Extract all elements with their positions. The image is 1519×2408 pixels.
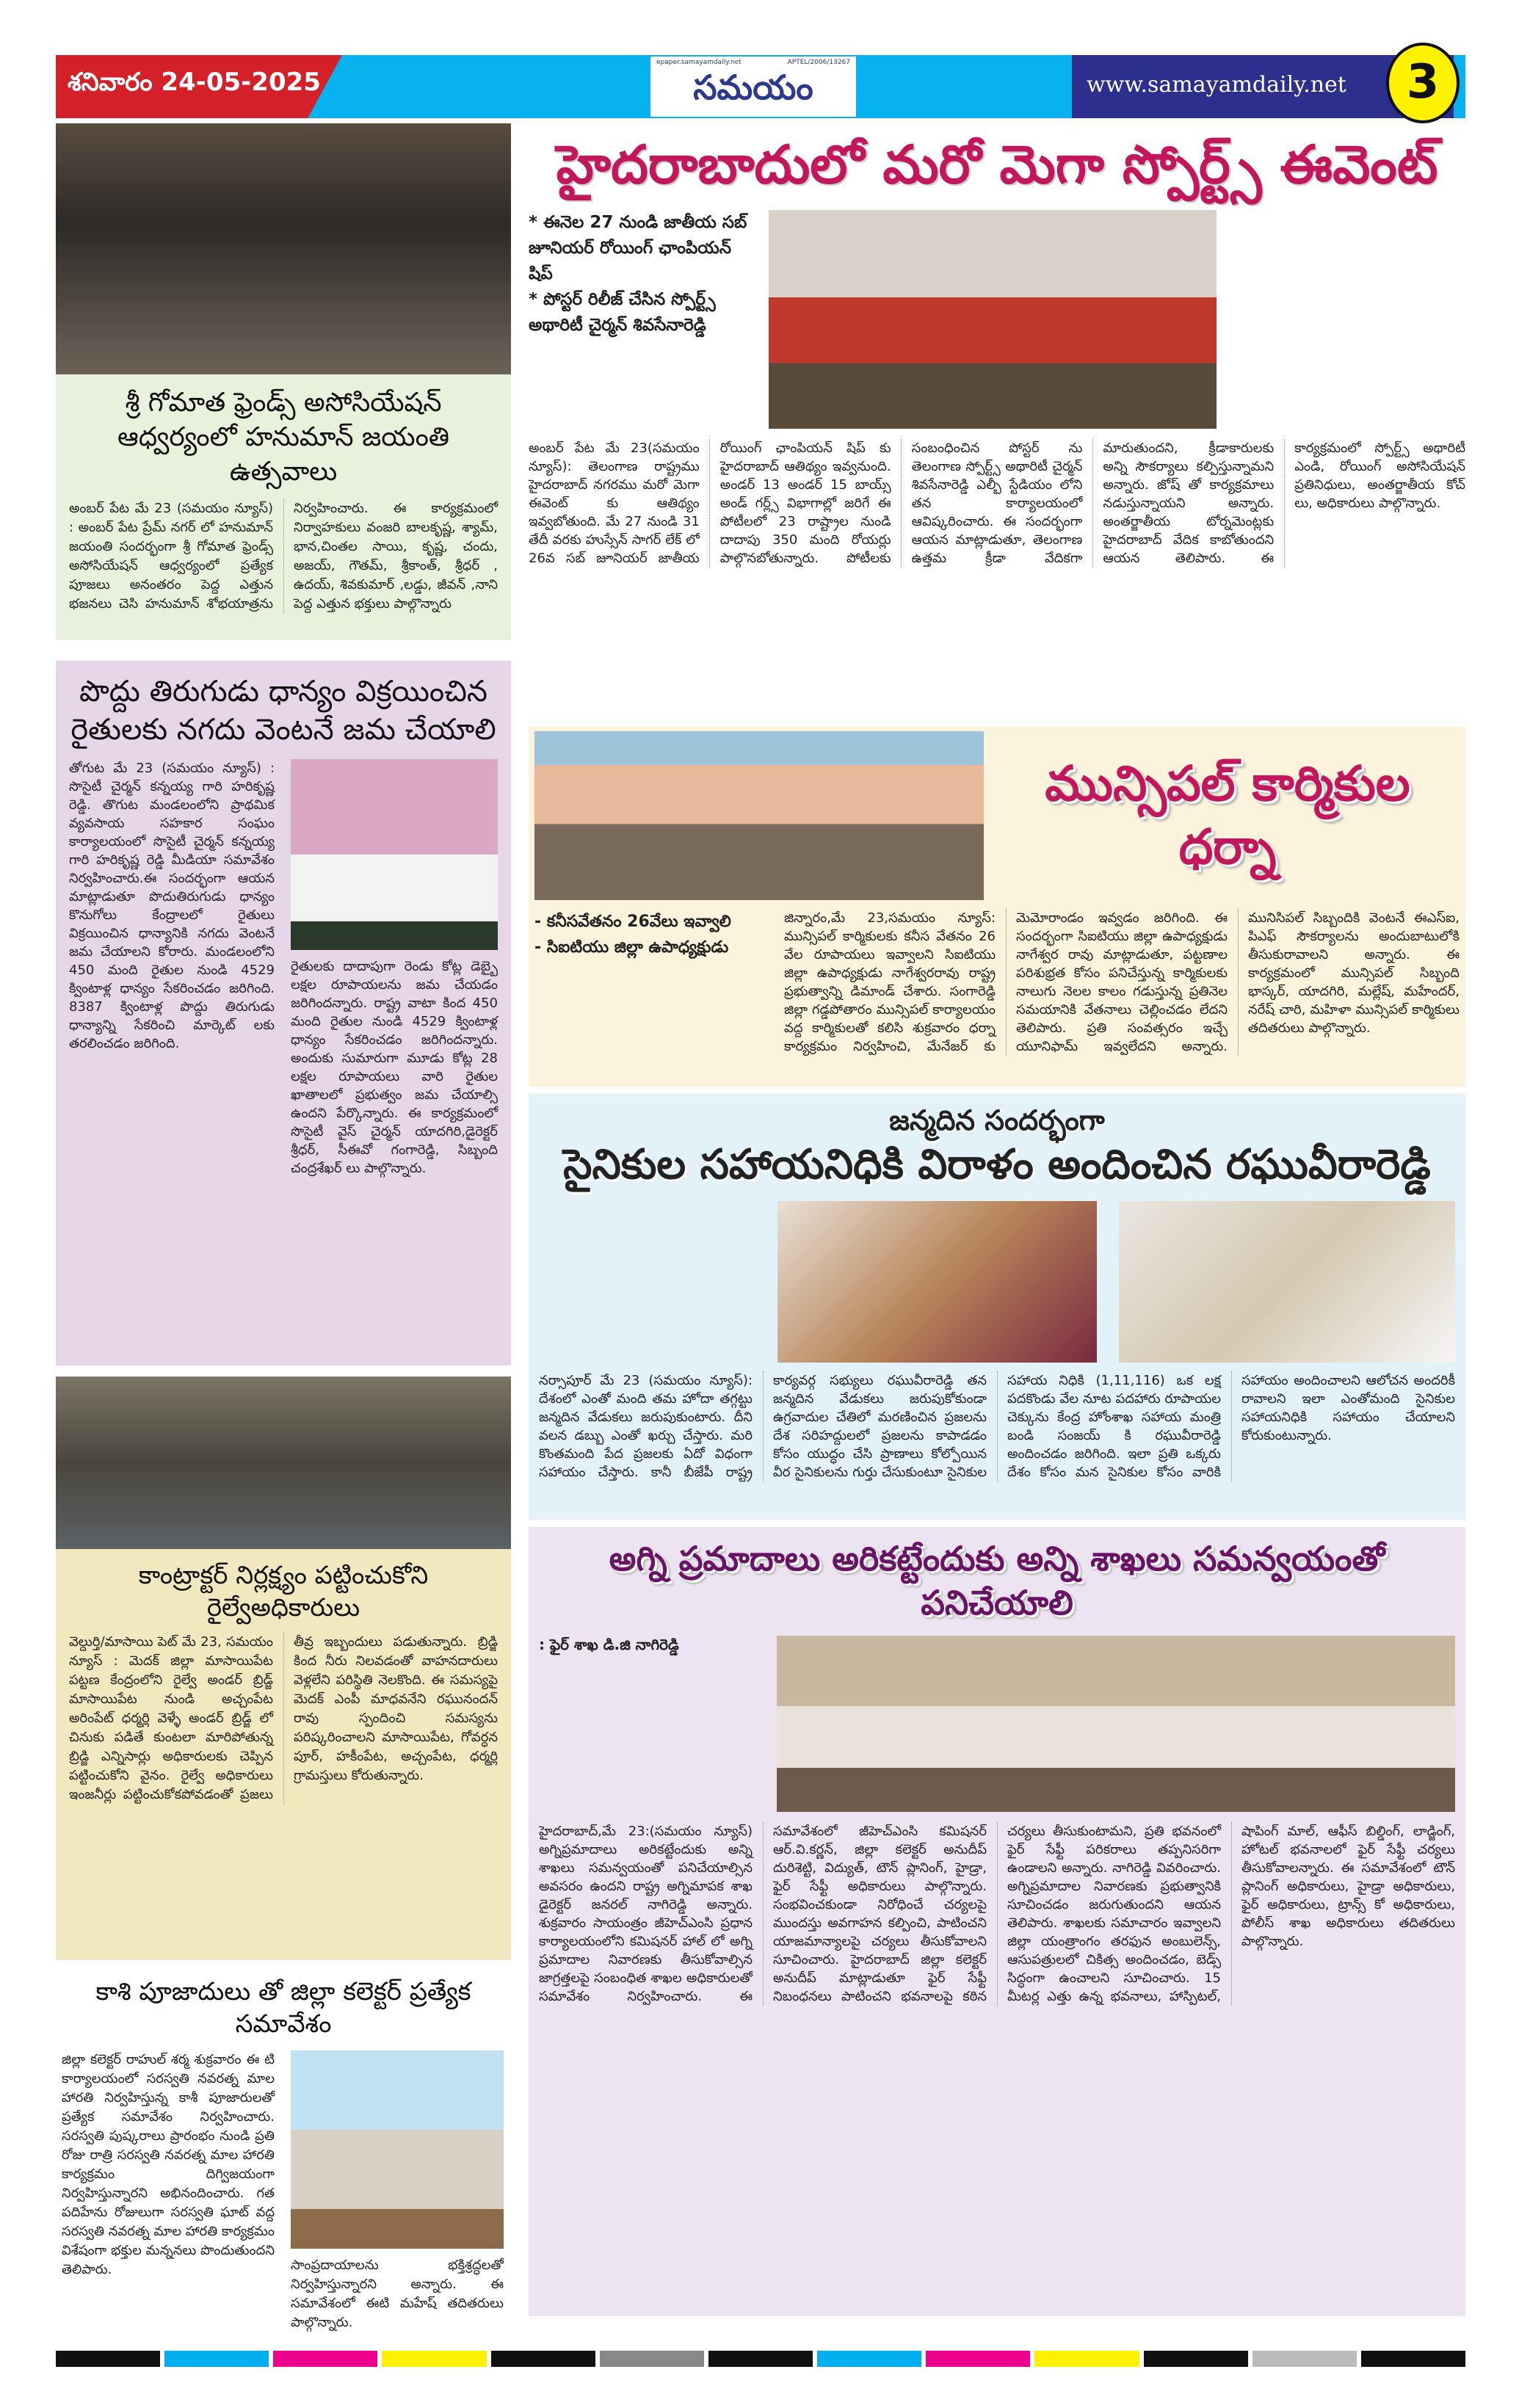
grain-body: తోగుట మే 23 (సమయం న్యూస్) : సొసైటీ చైర్మన్ కన్నయ్య గారి హరికృష్ణ రెడ్డి. తొగుట మండలంలోని ప్రాథమిక వ్యవసాయ సహకార సంఘం కార్యాలయంలో సొసైటీ చైర్మన్ కన్నయ్య గారి హరికృష్ణ రెడ్డి మీడియా సమావేశం నిర్వహించారు.ఈ సందర్భంగా ఆయన మాట్లాడుతూ పొదుతిరుగుడు ధాన్యం కొనుగోలు కేంద్రాలలో రైతులు విక్రయించిన ధాన్యానికి నగదు వెంటనే జమ చేయాలని కోరారు. మండలంలోని 450 మంది రైతుల నుండి 4529 క్వింటాళ్ల ధాన్యం సేకరించడం జరిగింది. 8387 క్వింటాళ్ల పొద్దు తిరుగుడు ధాన్యాన్ని సేకరించి మార్కెట్ లకు తరలించడం జరిగింది. xyxy=(69,761,275,1051)
sports-body: అంబర్ పేట మే 23(సమయం న్యూస్): తెలంగాణ రాష్ట్రము హైదరాబాద్ నగరము మరో మెగా ఈవెంట్ కు ఆతిథ్యం ఇవ్వబోతుంది. మే 27 నుండి 31 తేదీ వరకు హుస్సేన్ సాగర్ లేక్ లో 26వ సబ్ జూనియర్ జాతీయ రోయింగ్ ఛాంపియన్ షిప్ కు హైదరాబాద్ ఆతిథ్యం ఇవ్వనుంది. అండర్ 13 అండర్ 15 బాయ్స్ అండ్ గర్ల్స్ విభాగాల్లో జరిగే ఈ పోటీలలో 23 రాష్ట్రాల నుండి దాదాపు 350 మంది రోయర్లు పాల్గొనబోతున్నారు. పోటీలకు సంబంధించిన పోస్టర్ ను తెలంగాణ స్పోర్ట్స్ అథారిటీ చైర్మన్ శివసేనారెడ్డి ఎల్బీ స్టేడియం లోని తన కార్యాలయంలో ఆవిష్కరించారు. ఈ సందర్భంగా ఆయన మాట్లాడుతూ, తెలంగాణ ఉత్తమ క్రీడా వేదికగా మారుతుందని, క్రీడాకారులకు అన్ని సౌకర్యాలు కల్పిస్తున్నామని అన్నారు. జోష్ తో కార్యక్రమాలు నడుస్తున్నాయని అన్నారు. అంతర్జాతీయ టోర్నమెంట్లకు హైదరాబాద్ వేదిక కాబోతుందని ఆయన తెలిపారు. ఈ కార్యక్రమంలో స్పోర్ట్స్ అథారిటీ ఎండి, రోయింగ్ అసోసియేషన్ ప్రతినిధులు, అంతర్జాతీయ కోచ్ లు, అధికారులు పాల్గొన్నారు. xyxy=(529,440,1465,566)
fire-body: హైదరాబాద్,మే 23:(సమయం న్యూస్) అగ్నిప్రమాదాలు అరికట్టేందుకు అన్ని శాఖలు సమన్వయంతో పనిచేయాల్సిన అవసరం ఉందని రాష్ట్ర అగ్నిమాపక శాఖ డైరెక్టర్ జనరల్ నాగిరెడ్డి అన్నారు. శుక్రవారం సాయంత్రం జీహెచ్ఎంసి ప్రధాన కార్యాలయంలోని కమిషనర్ హాల్ లో అగ్ని ప్రమాదాల నివారణకు తీసుకోవాల్సిన జాగ్రత్తలపై సంబంధిత శాఖల అధికారులతో సమావేశం నిర్వహించారు. ఈ సమావేశంలో జీహెచ్ఎంసి కమిషనర్ ఆర్.వి.కర్ణన్, జిల్లా కలెక్టర్ అనుదీప్ దురిశెట్టి, విద్యుత్, టౌన్ ప్లానింగ్, హైడ్రా, ఫైర్ సేఫ్టీ అధికారులు పాల్గొన్నారు. సంభవించకుండా నిరోధించే చర్యలపై ముందస్తు అవగాహన కల్పించి, పాటించని యాజమాన్యాలపై చర్యలు తీసుకోవాలని సూచించారు. హైదరాబాద్ జిల్లా కలెక్టర్ అనుదీప్ మాట్లాడుతూ ఫైర్ సేఫ్టీ నిబంధనలు పాటించని భవనాలపై కఠిన చర్యలు తీసుకుంటామని, ప్రతి భవనంలో ఫైర్ సేఫ్టీ పరికరాలు తప్పనిసరిగా ఉండాలని అన్నారు. నాగిరెడ్డి వివరించారు. అగ్నిప్రమాదాల నివారణకు ప్రభుత్వానికి సూచించడం జరుగుతుందని ఆయన తెలిపారు. శాఖలకు సమాచారం ఇవ్వాలని జిల్లా యంత్రాంగం తరఫున అంబులెన్స్, ఆసుపత్రులలో చికిత్స అందించడం, బెడ్స్ సిద్ధంగా ఉంచాలని సూచించారు. 15 మీటర్ల ఎత్తు ఉన్న భవనాలు, హాస్పిటల్, షాపింగ్ మాల్, ఆఫీస్ బిల్డింగ్, లాడ్జింగ్, హోటల్ భవనాలలో ఫైర్ సేఫ్టీ చర్యలు తీసుకోవాలన్నారు. ఈ సమావేశంలో టౌన్ ప్లానింగ్ అధికారులు, హైడ్రా అధికారులు, ఫైర్ అధికారులు, ట్రాన్స్ కో అధికారులు, పోలీస్ శాఖ అధికారులు తదితరులు పాల్గొన్నారు. xyxy=(539,1823,1455,2004)
fire-story xyxy=(529,1527,1465,2316)
sports-headline: హైదరాబాదులో మరో మెగా స్పోర్ట్స్ ఈవెంట్ xyxy=(556,134,1438,195)
gomata-headline: శ్రీ గోమాత ఫ్రెండ్స్ అసోసియేషన్ ఆధ్వర్యంలో హనుమాన్ జయంతి ఉత్సవాలు xyxy=(117,388,450,487)
municipal-bullet: - కనీసవేతనం 26వేలు ఇవ్వాలి xyxy=(534,913,731,931)
right-column xyxy=(529,123,1465,2316)
issue-date: శనివారం 24-05-2025 xyxy=(68,68,321,97)
raghuveer-body: నర్సాపూర్ మే 23 (సమయం న్యూస్): దేశంలో ఎంతో మంది తమ హోదా తగ్గట్టు జన్మదిన వేడుకలు జరుపుకుంటారు. దీని వలన డబ్బు ఎంతో ఖర్చు చేస్తారు. మరి కొంతమంది పేద ప్రజలకు ఏదో విధంగా సహాయం చేస్తారు. కానీ బీజేపీ రాష్ట్ర కార్యవర్గ సభ్యులు రఘువీరారెడ్డి తన జన్మదిన వేడుకలు జరుపుకోకుండా ఉగ్రవాదుల చేతిలో మరణించిన ప్రజలను దేశ సరిహద్దులలో ప్రజలను కాపాడడం కోసం యుద్ధం చేసి ప్రాణాలు కోల్పోయిన వీర సైనికులను గుర్తు చేసుకుంటూ సైనికుల సహాయ నిధికి (1,11,116) ఒక లక్ష పదకొండు వేల నూట పదహారు రూపాయల చెక్కును కేంద్ర హోంశాఖ సహాయ మంత్రి బండి సంజయ్ కి రఘువీరారెడ్డి అందించడం జరిగింది. ఇలా ప్రతి ఒక్కరు దేశం కోసం మన సైనికుల కోసం వారికి సహాయం అందించాలని ఆలోచన అందరికీ రావాలని ఇలా ఎంతోమంది సైనికుల సహాయనిధికి సహాయం చేయాలని కోరుకుంటున్నారు. xyxy=(539,1373,1455,1481)
kashi-headline: కాశి పూజాదులు తో జిల్లా కలెక్టర్ ప్రత్యేక సమావేశం xyxy=(95,1977,471,2039)
collector-meeting-photo xyxy=(291,2050,504,2249)
logo-reg: APTEL/2006/13267 xyxy=(787,59,850,66)
gomata-body: అంబర్ పేట మే 23 (సమయం న్యూస్) : అంబర్ పేట ప్రేమ్ నగర్ లో హనుమాన్ జయంతి సందర్భంగా శ్రీ గోమాత ఫ్రెండ్స్ అసోసియేషన్ ఆధ్వర్యంలో ప్రత్యేక పూజలు అనంతరం పెద్ద ఎత్తున భజనలు చెసి హనుమాన్ శోభయాత్రను నిర్వహించారు. ఈ కార్యక్రమంలో నిర్వాహకులు వంజరి బాలకృష్ణ, శ్యామ్, భాన,చింతల సాయి, కృష్ణ, చందు, అజయ్, గౌతమ్, శ్రీకాంత్, శ్రీధర్ , ఉదయ్, శివకుమార్ ,లడ్డు, జీవన్ ,నాని పెద్ద ఎత్తున భక్తులు పాల్గొన్నారు xyxy=(69,501,498,612)
kashi-body: జిల్లా కలెక్టర్ రాహుల్ శర్మ శుక్రవారం ఈ టి కార్యాలయంలో సరస్వతి నవరత్న మాల హారతి నిర్వహిస్తున్న కాశీ పూజారులతో ప్రత్యేక సమావేశం నిర్వహించారు. సరస్వతి పుష్కరాలు ప్రారంభం నుండి ప్రతి రోజు రాత్రి సరస్వతి నవరత్న మాల హారతి కార్యక్రమం దిగ్విజయంగా నిర్వహిస్తున్నారని అభినందించారు. గత పదిహేను రోజులుగా సరస్వతి ఘాట్ వద్ద సరస్వతి నవరత్న మాల హారతి కార్యక్రమం విశేషంగా భక్తుల మన్ననలు పొందుతుందని తెలిపారు. xyxy=(62,2052,275,2278)
raghuveer-headline: సైనికుల సహాయనిధికి విరాళం అందించిన రఘువీరారెడ్డి xyxy=(563,1141,1431,1189)
poster-release-photo xyxy=(769,210,1217,429)
kashi-story xyxy=(56,1971,511,2337)
kashi-body-2: సాంప్రదాయాలను భక్తిశ్రద్ధలతో నిర్వహిస్తున్నారని అన్నారు. ఈ సమావేశంలో ఈటి మహేష్ తదితరులు పాల్గొన్నారు. xyxy=(291,2258,504,2331)
page-number: 3 xyxy=(1386,43,1460,123)
print-registration-strip xyxy=(56,2349,1465,2369)
municipal-headline: మున్సిపల్ కార్మికుల ధర్నా xyxy=(1045,755,1410,875)
sports-bullet: * ఈనెల 27 నుండి జాతీయ సబ్ జూనియర్ రోయింగ్ ఛాంపియన్ షిప్ xyxy=(529,212,747,283)
gomata-story xyxy=(56,374,511,640)
flooded-underpass-photo xyxy=(56,1377,511,1549)
grain-body-2: రైతులకు దాదాపుగా రెండు కోట్ల డెబ్బై లక్షల రూపాయలను జమ చేయడం జరిగిందన్నారు. రాష్ట్ర వాటా కింద 450 మంది రైతుల నుండి 4529 క్వింటాళ్ల ధాన్యం సేకరించడం జరిగిందన్నారు. అందుకు సుమారుగా మూడు కోట్ల 28 లక్షల రూపాయలు వారి రైతుల ఖాతాలలో ప్రభుత్వం జమ చేయాల్సి ఉందని పేర్కొన్నారు. ఈ కార్యక్రమంలో సొసైటీ వైస్ చైర్మన్ యాదగిరి,డైరెక్టర్ శ్రీధర్, సీఈవో గంగారెడ్డి, సిబ్బంది చంద్రశేఖర్ లు పాల్గొన్నారు. xyxy=(291,959,498,1176)
fire-byline: : ఫైర్ శాఖ డి.జి నాగిరెడ్డి xyxy=(539,1635,679,1653)
page-body xyxy=(56,123,1465,2369)
municipal-body: జిన్నారం,మే 23,సమయం న్యూస్: మున్సిపల్ కార్మికులకు కనీస వేతనం 26 వేల రూపాయలు ఇవ్వాలని సిఐటియు జిల్లా ఉపాధ్యక్షుడు నాగేశ్వరరావు రాష్ట్ర ప్రభుత్వాన్ని డిమాండ్ చేశారు. సంగారెడ్డి జిల్లా గడ్డపోతారం మున్సిపల్ కార్యాలయం వద్ద కార్మికులతో కలిసి శుక్రవారం ధర్నా కార్యక్రమం నిర్వహించి, మేనేజర్ కు మెమోరాండం ఇవ్వడం జరిగింది. ఈ సందర్భంగా సిఐటియు జిల్లా ఉపాధ్యక్షుడు నాగేశ్వర రావు మాట్లాడుతూ, పట్టణాల పరిశుభ్రత కోసం పనిచేస్తున్న కార్మికులకు నాలుగు నెలల కాలం గడుస్తున్న ప్రతినెల సమయానికి వేతనాలు చెల్లించడం లేదని తెలిపారు. ప్రతి సంవత్సరం ఇచ్చే యూనిఫామ్ ఇవ్వలేదని అన్నారు. మునిసిపల్ సిబ్బందికి వెంటనే ఈఎస్ఐ, పిఎఫ్ సౌకర్యాలను అందుబాటులోకి తీసుకురావాలని అన్నారు. ఈ కార్యక్రమంలో మున్సిపల్ సిబ్బంది భాస్కర్, యాదగిరి, మల్లేష్, మహేందర్, నరేష్ చారి, మహిళా మున్సిపల్ కార్మికులు తదితరులు పాల్గొన్నారు. xyxy=(784,910,1460,1054)
municipal-story xyxy=(529,727,1465,1087)
sports-bullet: * పోస్టర్ రిలీజ్ చేసిన స్పోర్ట్స్ అథారిటీ చైర్మన్ శివసేనారెడ్డి xyxy=(529,289,716,335)
contractor-body: వెల్దుర్తి/మాసాయి పెట్ మే 23, సమయం న్యూస్ : మెదక్ జిల్లా మాసాయిపేట పట్టణ కేంద్రంలోని రైల్వే అండర్ బ్రిడ్జ్ మాసాయిపేట నుండి అచ్చంపేట అరింపేట్ ధర్మర్లి వెళ్ళే అండర్ బ్రిడ్జ్ లో చినుకు పడితే కుంటలా మారిపోతున్న బ్రిడ్జి ఎన్నిసార్లు అధికారులకు చెప్పిన పట్టించుకోని వైనం. రైల్వే అధికారులు ఇంజనీర్లు పట్టించుకోకపోవడంతో ప్రజలు తీవ్ర ఇబ్బందులు పడుతున్నారు. బ్రిడ్జి కింద నీరు నిలవడంతో వాహనదారులు వెళ్లలేని పరిస్థితి నెలకొంది. ఈ సమస్యపై మెదక్ ఎంపీ మాధవనేని రఘునందన్ రావు స్పందించి సమస్యను పరిష్కరించాలని మాసాయిపేట, గోవర్ధన పూర్, హకీంపేట, అచ్చంపేట, ధర్మర్లి గ్రామస్తులు కోరుతున్నారు. xyxy=(69,1634,498,1803)
chairman-photo xyxy=(291,759,498,950)
municipal-bullet: - సిఐటియు జిల్లా ఉపాధ్యక్షుడు xyxy=(534,938,729,957)
sports-bullets xyxy=(529,210,760,338)
donation-photo-1 xyxy=(777,1201,1097,1363)
dharna-photo xyxy=(534,731,984,900)
hanuman-jayanti-photo xyxy=(56,123,511,374)
sports-story xyxy=(529,123,1465,719)
raghuveer-story xyxy=(529,1094,1465,1520)
left-column xyxy=(56,123,511,2337)
logo-text: సమయం xyxy=(693,68,813,107)
fire-headline: అగ్ని ప్రమాదాలు అరికట్టేందుకు అన్ని శాఖలు సమన్వయంతో పనిచేయాలి xyxy=(609,1539,1385,1622)
municipal-bullets xyxy=(534,909,769,960)
logo-url: epaper.samayamdaily.net xyxy=(656,59,742,66)
website-url[interactable]: www.samayamdaily.net xyxy=(1087,72,1346,98)
contractor-story xyxy=(56,1549,511,1960)
raghuveer-kicker: జన్మదిన సందర్భంగా xyxy=(889,1104,1105,1136)
newspaper-logo xyxy=(650,57,856,117)
donation-photo-2 xyxy=(1119,1201,1455,1363)
grain-headline: పొద్దు తిరుగుడు ధాన్యం విక్రయించిన రైతులకు నగదు వెంటనే జమ చేయాలి xyxy=(70,675,496,747)
grain-story xyxy=(56,661,511,1366)
fire-meeting-photo xyxy=(777,1636,1455,1812)
contractor-headline: కాంట్రాక్టర్ నిర్లక్ష్యం పట్టించుకోని రైల్వేఅధికారులు xyxy=(138,1561,429,1623)
